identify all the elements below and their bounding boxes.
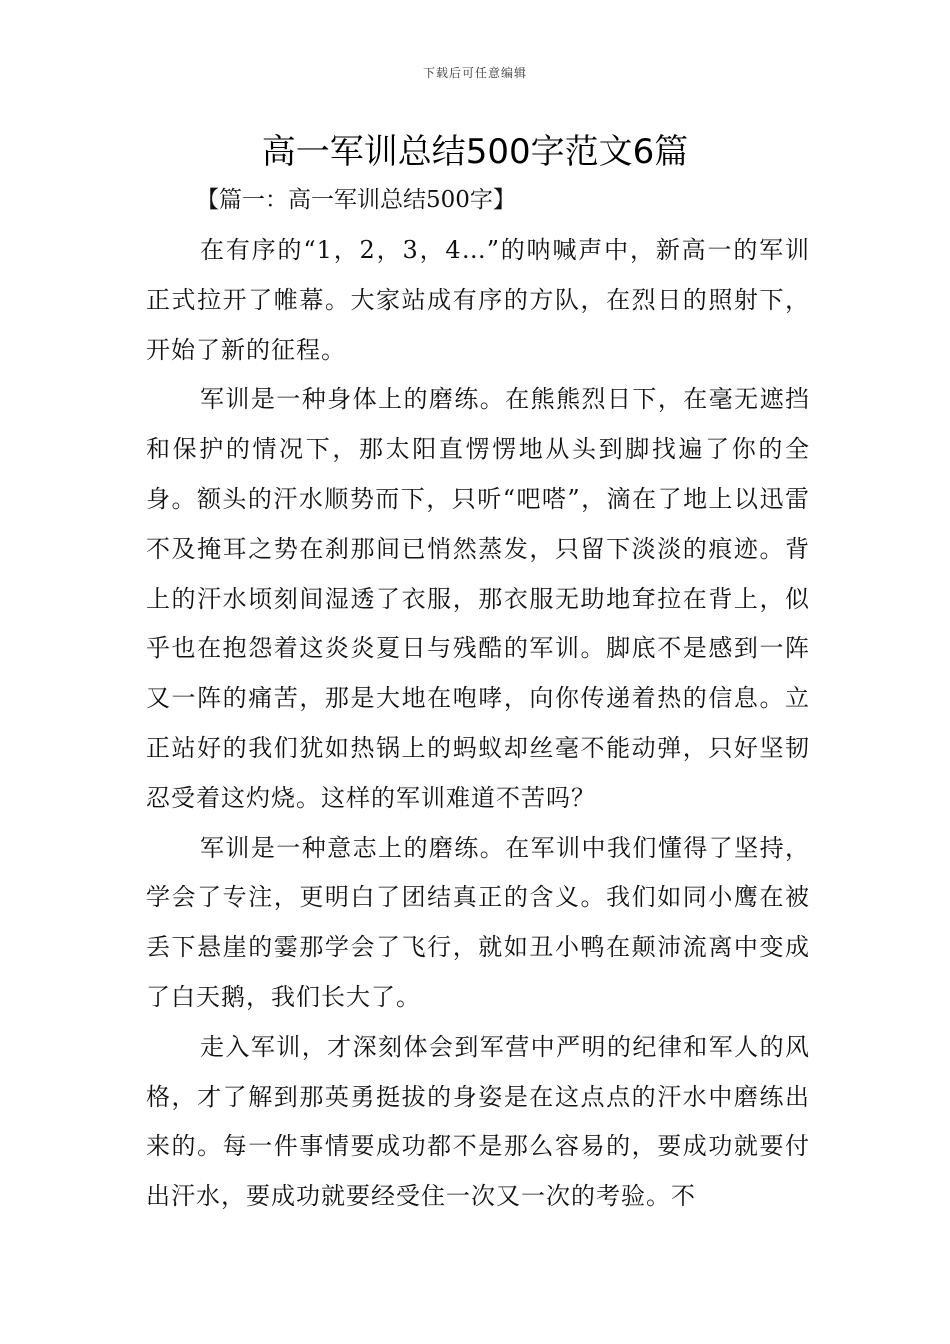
document-title: 高一军训总结500字范文6篇 [261,132,689,172]
paragraph-1: 在有序的“1，2，3，4…”的呐喊声中，新高一的军训正式拉开了帷幕。大家站成有序的方队，在烈日的照射下，开始了新的征程。 [146,236,810,364]
header-note: 下载后可任意编辑 [422,66,527,80]
paragraph-4: 走入军训，才深刻体会到军营中严明的纪律和军人的风格，才了解到那英勇挺拔的身姿是在这点点的汗水中磨练出来的。每一件事情要成功都不是那么容易的，要成功就要付出汗水，要成功就要经受住一次又一次的考验。不 [146,1032,810,1211]
body-text [146,226,810,1222]
section-heading: 【篇一：高一军训总结500字】 [196,187,516,213]
paragraph-2: 军训是一种身体上的磨练。在熊熊烈日下，在毫无遮挡和保护的情况下，那太阳直愣愣地从头到脚找遍了你的全身。额头的汗水顺势而下，只听“吧嗒”，滴在了地上以迅雷不及掩耳之势在刹那间已悄然蒸发，只留下淡淡的痕迹。背上的汗水顷刻间湿透了衣服，那衣服无助地耷拉在背上，似乎也在抱怨着这炎炎夏日与残酷的军训。脚底不是感到一阵又一阵的痛苦，那是大地在咆哮，向你传递着热的信息。立正站好的我们犹如热锅上的蚂蚁却丝毫不能动弹，只好坚韧忍受着这灼烧。这样的军训难道不苦吗？ [146,385,810,812]
paragraph-3: 军训是一种意志上的磨练。在军训中我们懂得了坚持，学会了专注，更明白了团结真正的含义。我们如同小鹰在被丢下悬崖的霎那学会了飞行，就如丑小鸭在颠沛流离中变成了白天鹅，我们长大了。 [146,833,810,1011]
